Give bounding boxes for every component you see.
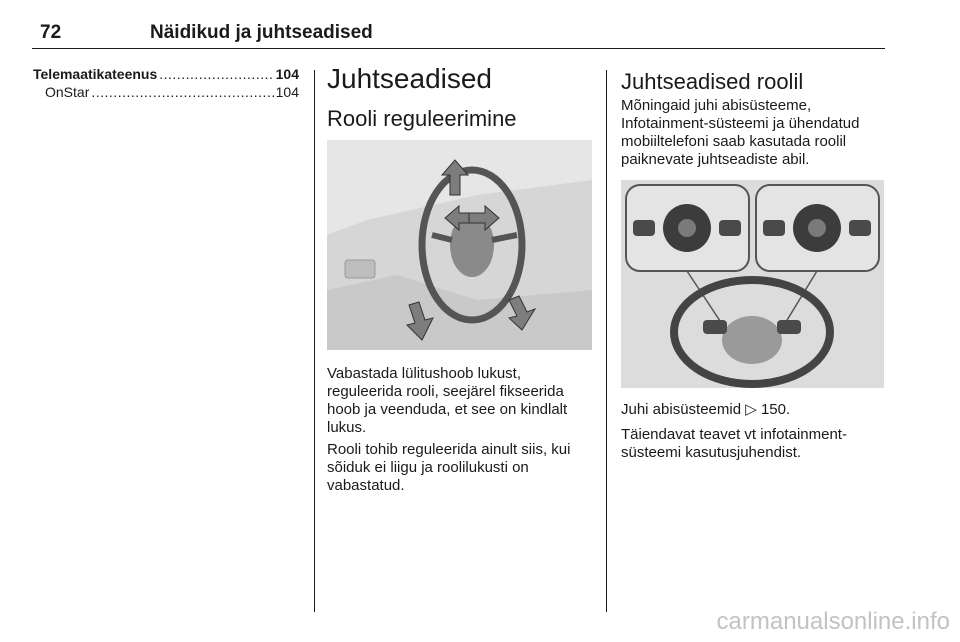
- steering-adjust-paragraph-1: Vabastada lülitushoob lukust, reguleerida rooli, seejärel fikseerida hoob ja veenduda, et see on kindlalt lukus.: [327, 365, 568, 436]
- toc-page: 104: [275, 66, 299, 82]
- steering-adjust-paragraph-2: Rooli tohib reguleerida ainult siis, kui sõiduk ei liigu ja roolilukusti on vabastatud.: [327, 441, 571, 494]
- steering-controls-heading: Juhtseadised roolil: [621, 69, 804, 94]
- page-header: [32, 10, 885, 49]
- section-title: Juhtseadised: [327, 63, 493, 94]
- toc-entry-onstar[interactable]: [45, 84, 299, 100]
- page-reference-icon: ▷: [745, 401, 757, 418]
- chapter-title: Näidikud ja juhtseadised: [150, 22, 373, 43]
- toc-leader: [91, 84, 273, 100]
- toc-label: Telemaatikateenus: [33, 66, 158, 82]
- toc-label: OnStar: [45, 84, 90, 100]
- site-watermark: carmanualsonline.info: [716, 608, 950, 635]
- column-divider-left: [314, 70, 315, 612]
- driver-assist-reference[interactable]: [621, 401, 886, 419]
- reference-text: Juhi abisüsteemid: [621, 401, 742, 418]
- steering-controls-intro: Mõningaid juhi abisüsteeme, Infotainment-süsteemi ja ühendatud mobiiltelefoni saab kasutada roolil paiknevate juhtseadiste abil.: [621, 97, 860, 168]
- steering-wheel-adjust-illustration: [327, 140, 592, 350]
- steering-adjust-heading: Rooli reguleerimine: [327, 106, 517, 131]
- infotainment-reference-paragraph: Täiendavat teavet vt infotainment-süsteemi kasutusjuhendist.: [621, 426, 847, 461]
- steering-wheel-controls-illustration: [621, 180, 884, 388]
- page-number: 72: [40, 22, 62, 43]
- toc-entry-telematics[interactable]: [33, 66, 299, 82]
- toc-page: 104: [275, 84, 299, 100]
- reference-page: 150.: [760, 401, 791, 418]
- toc-leader: [159, 66, 273, 82]
- column-divider-right: [606, 70, 607, 612]
